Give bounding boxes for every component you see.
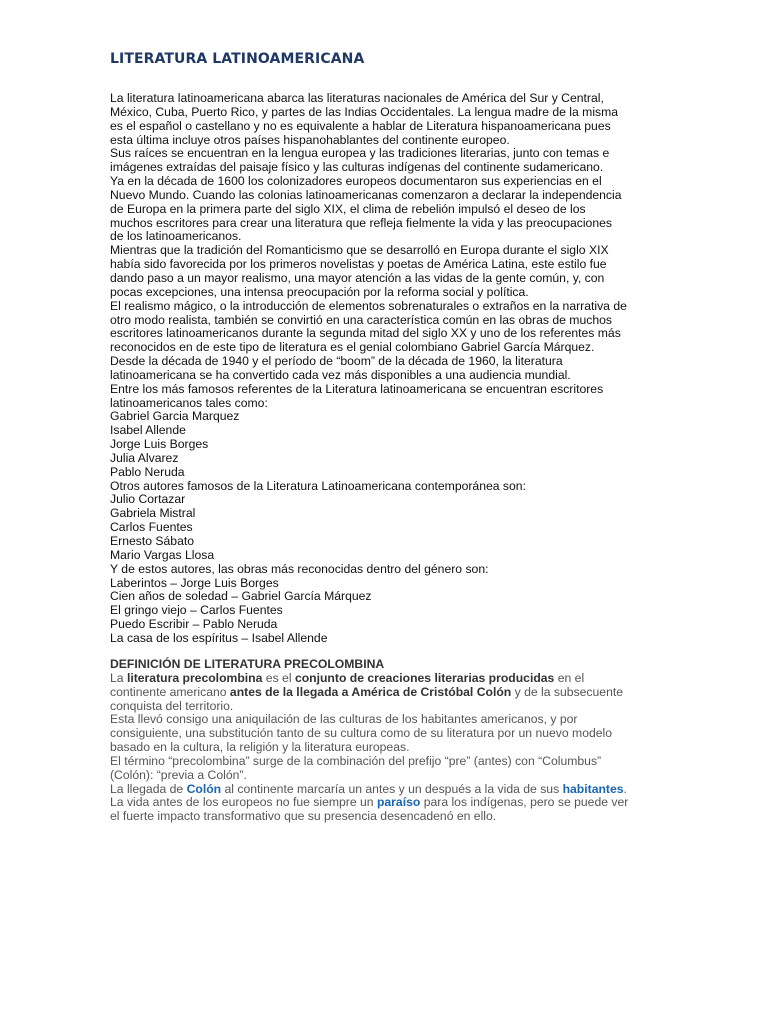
- text-span: La vida antes de los europeos no fue siempre un: [110, 795, 377, 810]
- body-line: El gringo viejo – Carlos Fuentes: [110, 603, 283, 618]
- body-line: Laberintos – Jorge Luis Borges: [110, 575, 279, 590]
- text-span: es el: [262, 670, 295, 685]
- paraiso-link[interactable]: paraíso: [376, 795, 421, 810]
- main-body-text: [110, 92, 670, 646]
- body-line: escritores latinoamericanos durante la segunda mitad del siglo XX y uno de los referentes más: [110, 326, 621, 341]
- document-title: LITERATURA LATINOAMERICANA: [110, 51, 365, 67]
- precolombina-section: [110, 658, 670, 824]
- paragraph-line: (Colón): “previa a Colón”.: [110, 767, 247, 782]
- body-line: Desde la década de 1940 y el período de “boom” de la década de 1960, la literatura: [110, 354, 563, 369]
- body-line: Nuevo Mundo. Cuando las colonias latinoamericanas comenzaron a declarar la independencia: [110, 187, 622, 202]
- body-line: Gabriel Garcia Marquez: [110, 409, 240, 424]
- text-span: continente americano: [110, 684, 230, 699]
- paragraph-line: conquista del territorio.: [110, 698, 234, 713]
- body-line: esta última incluye otros países hispanohablantes del continente europeo.: [110, 132, 510, 147]
- body-line: Julia Alvarez: [110, 450, 179, 465]
- habitantes-link[interactable]: habitantes: [562, 781, 624, 796]
- section-heading: DEFINICIÓN DE LITERATURA PRECOLOMBINA: [110, 657, 385, 671]
- text-span: para los indígenas, pero se puede ver: [420, 795, 629, 810]
- body-line: Julio Cortazar: [110, 492, 186, 507]
- paragraph-line: basado en la cultura, la religión y la literatura europeas.: [110, 740, 410, 755]
- body-line: latinoamericanos tales como:: [110, 395, 268, 410]
- paragraph-line: [110, 672, 670, 686]
- paragraph-line: [110, 686, 670, 700]
- body-line: Isabel Allende: [110, 423, 186, 438]
- text-span: La llegada de: [110, 781, 187, 796]
- body-line: es el español o castellano y no es equivalente a hablar de Literatura hispanoamericana pues: [110, 118, 611, 133]
- text-span: al continente marcaría un antes y un después a la vida de sus: [221, 781, 563, 796]
- body-line: La literatura latinoamericana abarca las literaturas nacionales de América del Sur y Central,: [110, 91, 604, 105]
- body-line: La casa de los espíritus – Isabel Allende: [110, 630, 328, 645]
- body-line: latinoamericana se ha convertido cada vez más disponibles a una audiencia mundial.: [110, 367, 571, 382]
- text-span: .: [623, 781, 627, 796]
- body-line: Ya en la década de 1600 los colonizadores europeos documentaron sus experiencias en el: [110, 174, 602, 189]
- paragraph-line: consiguiente, una substitución tanto de su cultura como de su literatura por un nuevo modelo: [110, 726, 613, 741]
- bold-term: antes de la llegada a América de Cristóbal Colón: [229, 684, 512, 699]
- text-span: y de la subsecuente: [511, 684, 624, 699]
- body-line: Gabriela Mistral: [110, 506, 196, 521]
- body-line: Pablo Neruda: [110, 464, 185, 479]
- body-line: Ernesto Sábato: [110, 534, 195, 548]
- body-line: Otros autores famosos de la Literatura Latinoamericana contemporánea son:: [110, 478, 526, 493]
- body-line: Y de estos autores, las obras más reconocidas dentro del género son:: [110, 561, 489, 576]
- body-line: México, Cuba, Puerto Rico, y partes de las Indias Occidentales. La lengua madre de la misma: [110, 104, 619, 119]
- body-line: Entre los más famosos referentes de la Literatura latinoamericana se encuentran escritores: [110, 381, 604, 396]
- text-span: La: [110, 670, 127, 685]
- colon-link[interactable]: Colón: [186, 781, 222, 796]
- body-line: había sido favorecida por los primeros novelistas y poetas de América Latina, este estilo fue: [110, 257, 607, 272]
- body-line: otro modo realista, también se convirtió en una característica común en las obras de muchos: [110, 312, 612, 327]
- paragraph-line: el fuerte impacto transformativo que su presencia desencadenó en ello.: [110, 809, 497, 824]
- bold-term: literatura precolombina: [126, 670, 263, 685]
- paragraph-line: El término “precolombina” surge de la combinación del prefijo “pre” (antes) con “Columbus”: [110, 753, 602, 768]
- paragraph-line: [110, 796, 670, 810]
- body-line: imágenes extraídas del paisaje físico y las culturas indígenas del continente sudamericano.: [110, 160, 604, 175]
- body-line: dando paso a un mayor realismo, una mayor atención a las vidas de la gente común, y, con: [110, 270, 605, 285]
- body-line: Mientras que la tradición del Romanticismo que se desarrolló en Europa durante el siglo XIX: [110, 243, 609, 258]
- body-line: pocas excepciones, una intensa preocupación por la reforma social y política.: [110, 284, 529, 299]
- body-line: Cien años de soledad – Gabriel García Márquez: [110, 589, 372, 604]
- body-line: Jorge Luis Borges: [110, 437, 209, 452]
- bold-term: conjunto de creaciones literarias producidas: [294, 670, 555, 685]
- body-line: El realismo mágico, o la introducción de elementos sobrenaturales o extraños en la narrativa de: [110, 298, 627, 313]
- body-line: Puedo Escribir – Pablo Neruda: [110, 617, 278, 632]
- paragraph-line: [110, 783, 670, 797]
- text-span: en el: [554, 670, 585, 685]
- paragraph-line: Esta llevó consigo una aniquilación de las culturas de los habitantes americanos, y por: [110, 712, 578, 727]
- body-line: de los latinoamericanos.: [110, 229, 242, 244]
- body-line: muchos escritores para crear una literatura que refleja fielmente la vida y las preocupaciones: [110, 215, 612, 230]
- body-line: reconocidos en de este tipo de literatura es el genial colombiano Gabriel García Márquez.: [110, 340, 595, 355]
- body-line: Sus raíces se encuentran en la lengua europea y las tradiciones literarias, junto con temas e: [110, 146, 610, 161]
- body-line: de Europa en la primera parte del siglo XIX, el clima de rebelión impulsó el deseo de los: [110, 201, 586, 216]
- body-line: Carlos Fuentes: [110, 520, 193, 535]
- body-line: Mario Vargas Llosa: [110, 547, 215, 562]
